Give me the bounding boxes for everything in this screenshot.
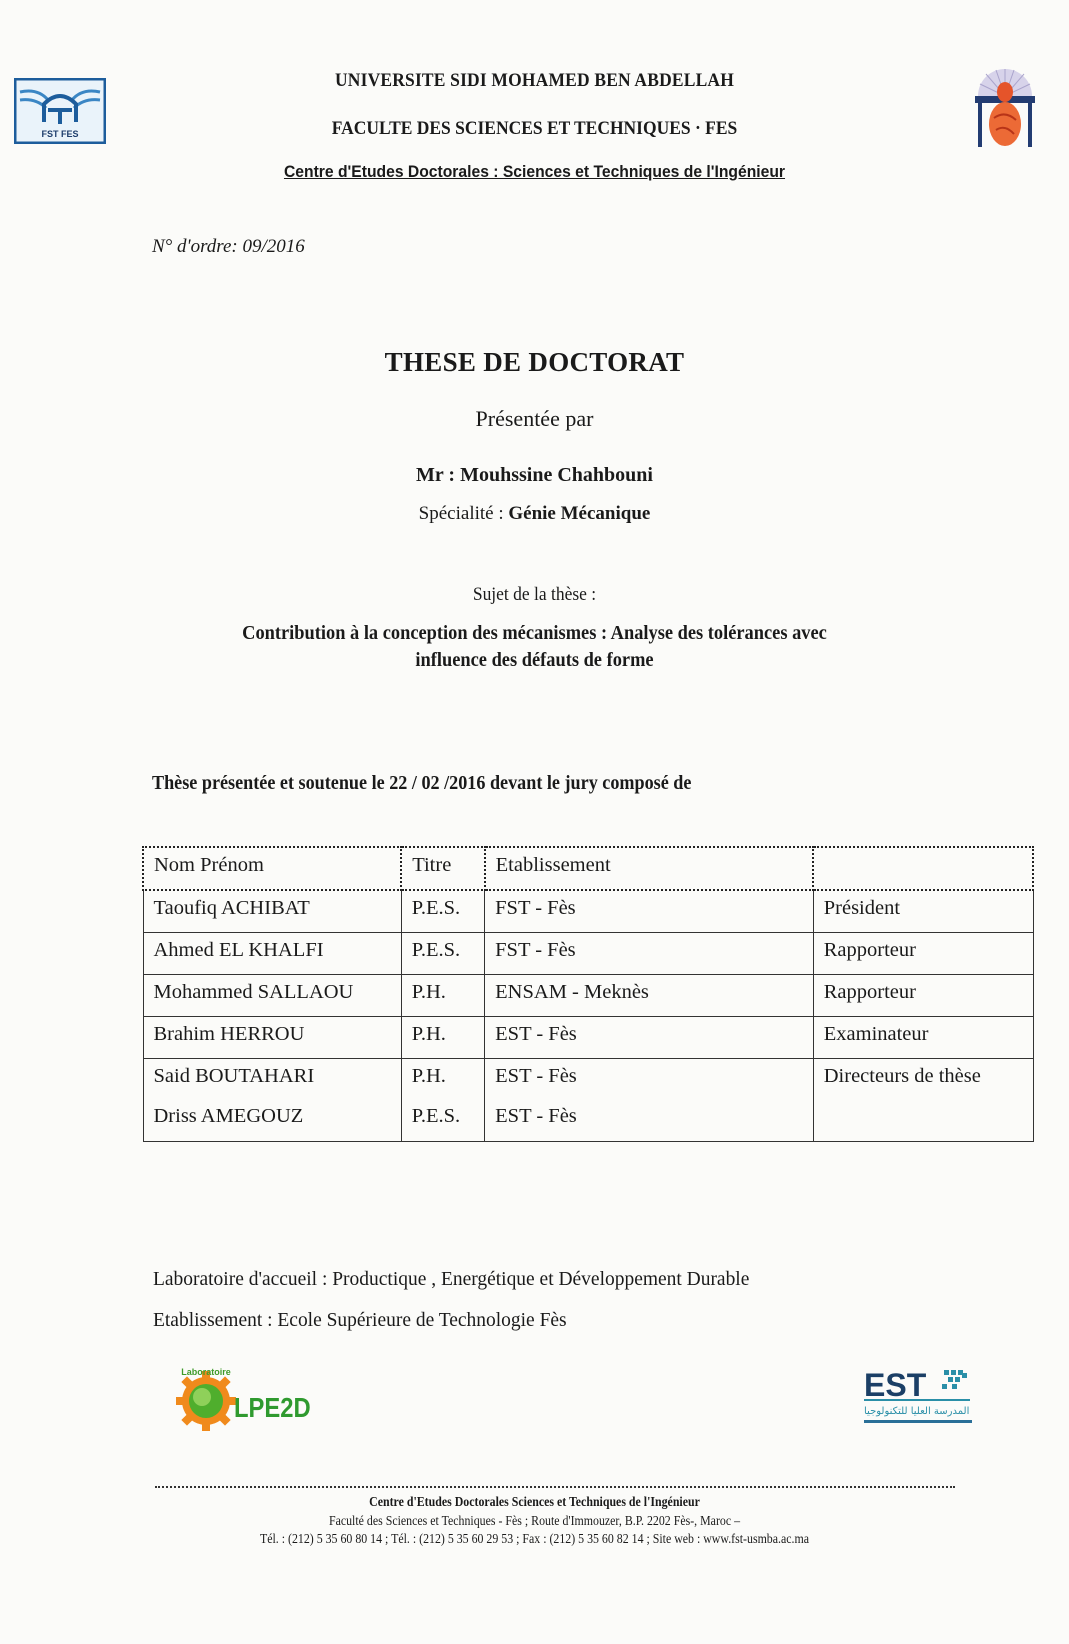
- faculty-name: FACULTE DES SCIENCES ET TECHNIQUES · FES: [331, 118, 738, 139]
- jury-role: Directeurs de thèse: [823, 1065, 981, 1087]
- subject-line-1: Contribution à la conception des mécanismes : Analyse des tolérances avec: [242, 622, 827, 644]
- specialty: [0, 503, 1069, 525]
- header-name: Nom Prénom: [143, 847, 401, 890]
- thesis-subject: [43, 620, 1026, 674]
- subject-label: Sujet de la thèse :: [472, 584, 597, 605]
- svg-text:FST FES: FST FES: [41, 129, 79, 139]
- est-logo-icon: [858, 1364, 988, 1430]
- jury-title: P.H.: [401, 975, 484, 1017]
- author-name: Mr : Mouhssine Chahbouni: [416, 464, 653, 486]
- order-number: N° d'ordre: 09/2016: [152, 236, 305, 257]
- svg-text:LPE2D: LPE2D: [234, 1391, 311, 1424]
- header-title: Titre: [401, 847, 484, 890]
- svg-text:المدرسة العليا للتكنولوجيا: المدرسة العليا للتكنولوجيا: [864, 1406, 970, 1417]
- lpe2d-logo-icon: [170, 1363, 320, 1431]
- defense-statement: Thèse présentée et soutenue le 22 / 02 /2016 devant le jury composé de: [152, 773, 692, 794]
- jury-title: P.E.S.: [401, 933, 484, 975]
- table-row: [143, 1017, 1033, 1059]
- jury-table-header: [143, 847, 1033, 890]
- jury-name: Said BOUTAHARI: [153, 1065, 315, 1087]
- presented-by-label: Présentée par: [475, 406, 594, 431]
- header-institution: Etablissement: [485, 847, 814, 890]
- jury-institution: EST - Fès: [495, 1105, 577, 1127]
- jury-name: Taoufiq ACHIBAT: [143, 890, 401, 933]
- specialty-value: Génie Mécanique: [508, 503, 651, 524]
- jury-institution: EST - Fès: [485, 1017, 814, 1059]
- specialty-label: Spécialité :: [418, 503, 509, 524]
- subject-line-2: influence des défauts de forme: [415, 649, 654, 671]
- footer-address: Faculté des Sciences et Techniques - Fès ; Route d'Immouzer, B.P. 2202 Fès-, Maroc –: [328, 1513, 741, 1528]
- jury-table: [142, 846, 1034, 1142]
- host-establishment: Etablissement : Ecole Supérieure de Technologie Fès: [153, 1309, 567, 1331]
- footer-center-name: Centre d'Etudes Doctorales Sciences et Techniques de l'Ingénieur: [369, 1494, 700, 1509]
- footer-divider: [155, 1486, 955, 1488]
- jury-titles: [401, 1059, 484, 1142]
- jury-title: P.H.: [401, 1017, 484, 1059]
- jury-name: Ahmed EL KHALFI: [143, 933, 401, 975]
- jury-institution: EST - Fès: [495, 1065, 577, 1087]
- svg-text:Laboratoire: Laboratoire: [181, 1367, 231, 1377]
- doctoral-center-heading: Centre d'Etudes Doctorales : Sciences et Techniques de l'Ingénieur: [283, 163, 786, 181]
- jury-names: [143, 1059, 401, 1142]
- jury-name: Driss AMEGOUZ: [153, 1105, 304, 1127]
- jury-role: Président: [813, 890, 1033, 933]
- thesis-title: THESE DE DOCTORAT: [384, 347, 685, 377]
- jury-role: Rapporteur: [813, 975, 1033, 1017]
- jury-title: P.H.: [411, 1065, 446, 1087]
- jury-role: Rapporteur: [813, 933, 1033, 975]
- svg-text:EST: EST: [864, 1367, 927, 1403]
- jury-institution: FST - Fès: [485, 933, 814, 975]
- jury-institution: ENSAM - Meknès: [485, 975, 814, 1017]
- table-row: [143, 890, 1033, 933]
- jury-name: Mohammed SALLAOU: [143, 975, 401, 1017]
- host-laboratory: Laboratoire d'accueil : Productique , Energétique et Développement Durable: [153, 1268, 750, 1290]
- jury-institution: FST - Fès: [485, 890, 814, 933]
- jury-name: Brahim HERROU: [143, 1017, 401, 1059]
- jury-title: P.E.S.: [411, 1105, 461, 1127]
- table-row: [143, 933, 1033, 975]
- jury-title: P.E.S.: [401, 890, 484, 933]
- footer-contact: Tél. : (212) 5 35 60 80 14 ; Tél. : (212) 5 35 60 29 53 ; Fax : (212) 5 35 60 82 14 ; Site web : www.fst-usmba.ac.ma: [259, 1531, 810, 1546]
- jury-role: Examinateur: [813, 1017, 1033, 1059]
- table-row-directors: [143, 1059, 1033, 1142]
- jury-institutions: [485, 1059, 814, 1142]
- university-name: UNIVERSITE SIDI MOHAMED BEN ABDELLAH: [334, 70, 735, 91]
- table-row: [143, 975, 1033, 1017]
- header-role: [813, 847, 1033, 890]
- jury-role: [813, 1059, 1033, 1142]
